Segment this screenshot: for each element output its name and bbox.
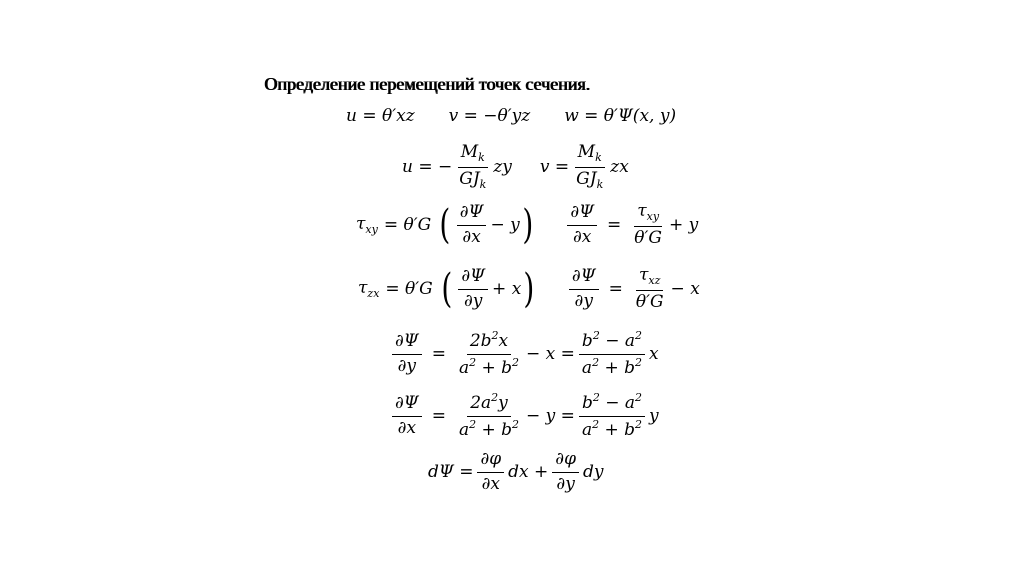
fraction-2b2x: $\frac{2b^2x}{a^2 + b^2}$ — [458, 329, 520, 378]
equation-dpsi-dx: $\frac{\partial\Psi}{\partial x}$ = $\frac{2a^2y}{a^2 + b^2}$ − y = $\frac{b^2 - a^2}{a^2 + b^2}$ y — [388, 392, 659, 440]
tau-xy-lhs: $\tau_{xy}$ — [356, 214, 378, 237]
fraction-2a2y: $\frac{2a^2y}{a^2 + b^2}$ — [458, 391, 520, 440]
fraction-dpsi-dx: $\frac{\partial\Psi}{\partial x}$ — [457, 203, 487, 247]
tau-zx-lhs: $\tau_{zx}$ — [358, 278, 380, 301]
eq-v: v = −θ′yz — [448, 106, 531, 126]
fraction-b2-a2: $\frac{b^2 - a^2}{a^2 + b^2}$ — [579, 330, 645, 378]
fraction-dpsi-dy-lhs: $\frac{\partial\Psi}{\partial y}$ — [392, 332, 422, 376]
fraction-tau-xz-thetag: $\frac{\tau_{xz}}{\theta'G}$ — [635, 265, 664, 312]
eq-v-lhs: v = — [539, 157, 570, 178]
fraction-dpsi-dy-rhs: $\frac{\partial\Psi}{\partial y}$ — [569, 267, 599, 311]
equation-u-v-moment — [402, 143, 629, 191]
eq-u-lhs: u = − — [402, 157, 453, 178]
eq-u-tail: zy — [493, 157, 512, 178]
fraction-dpsi-dx-lhs: $\frac{\partial\Psi}{\partial x}$ — [392, 394, 422, 438]
fraction-dpsi-dy: $\frac{\partial\Psi}{\partial y}$ — [458, 267, 488, 311]
eq-u: u = θ′xz — [346, 106, 415, 126]
equation-tau-zx: $\tau_{zx}$ = θ′G ( $\frac{\partial\Psi}{\partial y}$ + x ) $\frac{\partial\Psi}{\partial y}$ = $\frac{\tau_{xz}}{\theta'G}$ − x — [358, 265, 700, 313]
equation-tau-xy: $\tau_{xy}$ = θ′G ( $\frac{\partial\Psi}{\partial x}$ − y ) $\frac{\partial\Psi}{\partial x}$ = $\frac{\tau_{xy}}{\theta'G}$ + y — [356, 201, 699, 249]
fraction-b2-a2-2: $\frac{b^2 - a^2}{a^2 + b^2}$ — [579, 392, 645, 440]
fraction-mk-gjk-2: $\frac{M_k}{GJ_k}$ — [576, 142, 604, 191]
fraction-dphi-dx: $\frac{\partial\varphi}{\partial x}$ — [477, 450, 504, 494]
slide-title: Определение перемещений точек сечения. — [264, 74, 590, 94]
equation-dpsi-dy: $\frac{\partial\Psi}{\partial y}$ = $\frac{2b^2x}{a^2 + b^2}$ − x = $\frac{b^2 - a^2}{a^2 + b^2}$ x — [388, 330, 659, 378]
equation-dpsi-total: dΨ = $\frac{\partial\varphi}{\partial x}$ dx + $\frac{\partial\varphi}{\partial y}$ dy — [428, 449, 604, 494]
equation-displacements — [346, 106, 676, 126]
fraction-tau-xy-thetag: $\frac{\tau_{xy}}{\theta'G}$ — [634, 201, 662, 248]
fraction-dpsi-dx-rhs: $\frac{\partial\Psi}{\partial x}$ — [567, 203, 597, 247]
fraction-mk-gjk-1: $\frac{M_k}{GJ_k}$ — [459, 142, 487, 191]
fraction-dphi-dy: $\frac{\partial\varphi}{\partial y}$ — [552, 450, 579, 494]
eq-v-tail: zx — [610, 157, 629, 178]
eq-w: w = θ′Ψ(x, y) — [564, 106, 677, 126]
